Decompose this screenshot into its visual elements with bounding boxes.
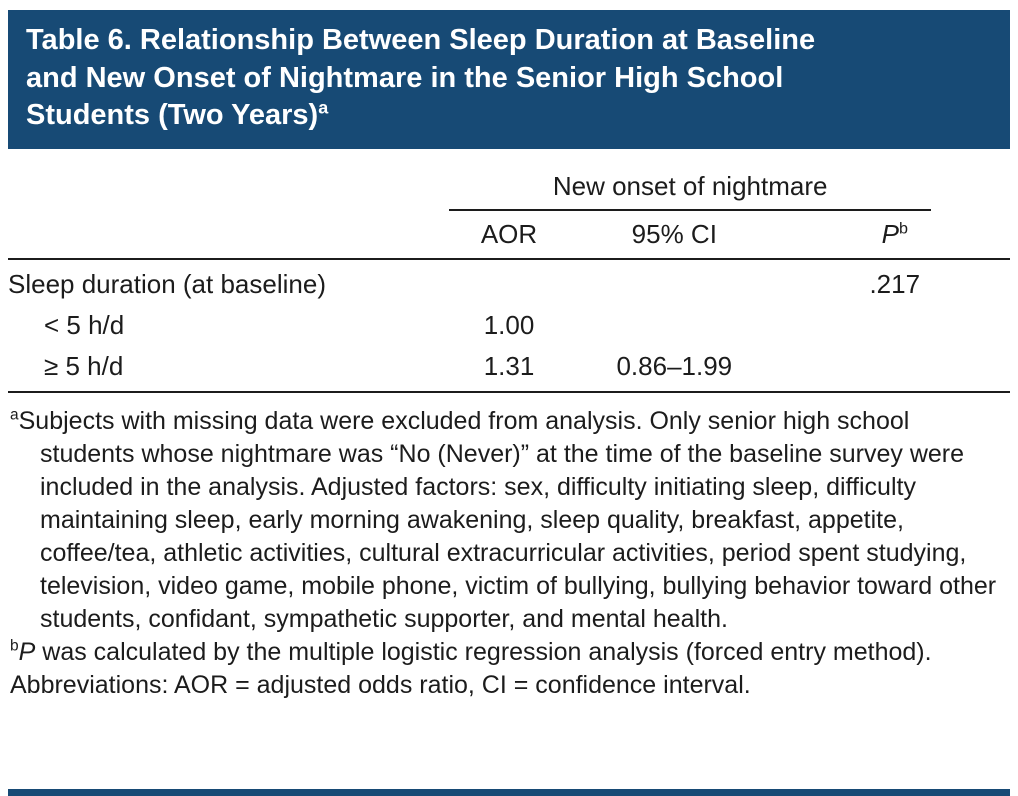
results-table: [8, 165, 1010, 393]
column-header-ci: 95% CI: [569, 211, 779, 259]
span-header-spacer: [8, 165, 449, 211]
column-header-empty: [8, 211, 449, 259]
cell-p: .217: [869, 269, 921, 300]
row-label: Sleep duration (at baseline): [8, 269, 326, 300]
table-title-line-2: and New Onset of Nightmare in the Senior High School: [26, 61, 784, 94]
cell-p: [780, 305, 1010, 346]
column-header-p: [780, 211, 1010, 259]
table-row-sleep-duration: [8, 259, 1010, 305]
table-title-footnote-marker: a: [318, 97, 329, 118]
footnote-b-marker: b: [10, 637, 19, 655]
table-title-line-3-text: Students (Two Years): [26, 99, 319, 132]
footnotes-section: [8, 405, 1010, 702]
footnote-b-p-symbol: P: [18, 638, 36, 667]
span-header-label: New onset of nightmare: [449, 171, 932, 211]
cell-ci: [569, 259, 779, 305]
footnote-a: [10, 405, 1008, 636]
cell-ci: [569, 305, 779, 346]
column-header-p-symbol: P: [881, 219, 899, 250]
footnote-b-text: was calculated by the multiple logistic regression analysis (forced entry method).: [35, 638, 932, 667]
bottom-rule-bar: [8, 789, 1010, 796]
table-figure: [0, 10, 1018, 796]
cell-aor: [449, 259, 569, 305]
cell-ci: 0.86–1.99: [569, 346, 779, 392]
cell-p: [780, 346, 1010, 392]
cell-aor: 1.31: [449, 346, 569, 392]
abbreviations-note: Abbreviations: AOR = adjusted odds ratio, CI = confidence interval.: [10, 671, 751, 700]
footnote-b: [10, 636, 1008, 669]
column-header-aor: AOR: [449, 211, 569, 259]
table-title-line-1: Table 6. Relationship Between Sleep Duration at Baseline: [26, 24, 816, 56]
footnote-a-marker: a: [10, 406, 19, 424]
span-header-row: [8, 165, 1010, 211]
table-row-ge5: [8, 346, 1010, 392]
cell-aor: 1.00: [483, 310, 535, 341]
column-header-row: [8, 211, 1010, 259]
row-label: < 5 h/d: [44, 310, 125, 341]
column-header-p-footnote-marker: b: [898, 219, 908, 238]
table-title-line-3: [26, 97, 992, 135]
row-label: ≥ 5 h/d: [8, 346, 449, 392]
table-title-banner: [8, 10, 1010, 149]
table-row-lt5: [8, 305, 1010, 346]
footnote-a-text: Subjects with missing data were excluded from analysis. Only senior high school students whose nightmare was “No (Never)” at the time of the baseline survey were included in the analysis. Adjusted factors: sex, difficulty initiating sleep, difficulty maintaining sleep, early morning awakening, sleep quality, breakfast, appetite, coffee/tea, athletic activities, cultural extracurricular activities, period spent studying, television, video game, mobile phone, victim of bullying, bullying behavior toward other students, confidant, sympathetic supporter, and mental health.: [18, 407, 997, 634]
span-header-cell: [449, 165, 1010, 211]
